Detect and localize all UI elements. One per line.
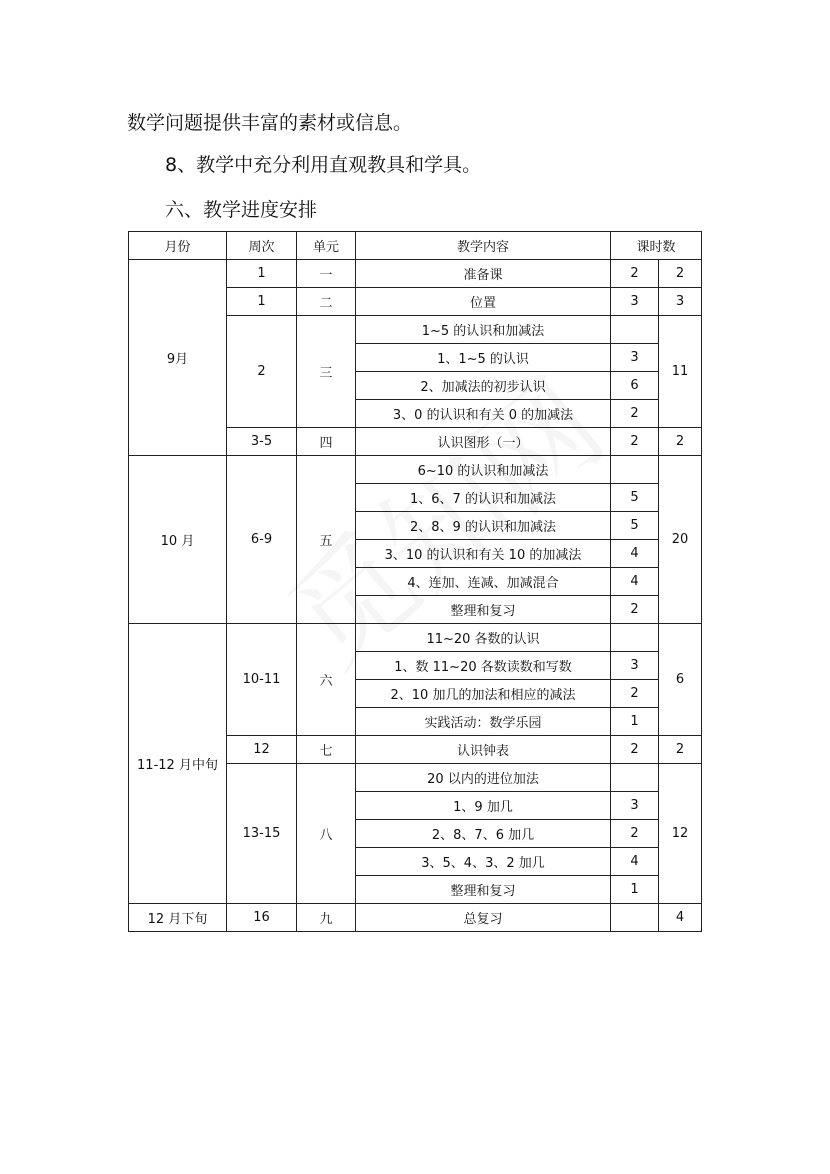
week-cell: 10-11 [227,624,297,736]
content-cell: 4、连加、连减、加减混合 [356,568,611,596]
content-cell: 20 以内的进位加法 [356,764,611,792]
content-cell: 3、0 的认识和有关 0 的加减法 [356,400,611,428]
hours-cell [611,764,659,792]
month-cell: 10 月 [129,456,227,624]
unit-cell: 四 [297,428,356,456]
month-cell: 11-12 月中旬 [129,624,227,904]
header-unit: 单元 [297,232,356,260]
hours-cell: 1 [611,708,659,736]
total-hours-cell: 20 [659,456,702,624]
unit-cell: 六 [297,624,356,736]
table-header-row [129,232,702,260]
hours-cell: 5 [611,512,659,540]
hours-cell [611,904,659,932]
week-cell: 12 [227,736,297,764]
week-cell: 2 [227,316,297,428]
content-cell: 实践活动：数学乐园 [356,708,611,736]
total-hours-cell: 11 [659,316,702,428]
hours-cell: 4 [611,848,659,876]
header-hours: 课时数 [611,232,702,260]
content-cell: 整理和复习 [356,596,611,624]
hours-cell: 4 [611,540,659,568]
total-hours-cell: 2 [659,428,702,456]
week-cell: 13-15 [227,764,297,904]
content-cell: 1、9 加几 [356,792,611,820]
hours-cell: 2 [611,680,659,708]
hours-cell: 1 [611,876,659,904]
hours-cell: 2 [611,596,659,624]
content-cell: 1、数 11~20 各数读数和写数 [356,652,611,680]
table-row [129,456,702,484]
total-hours-cell: 3 [659,288,702,316]
total-hours-cell: 2 [659,736,702,764]
unit-cell: 九 [297,904,356,932]
table-row [129,260,702,288]
unit-cell: 一 [297,260,356,288]
content-cell: 1、6、7 的认识和加减法 [356,484,611,512]
unit-cell: 二 [297,288,356,316]
hours-cell: 5 [611,484,659,512]
hours-cell: 2 [611,400,659,428]
hours-cell: 2 [611,820,659,848]
point-8: 8、教学中充分利用直观教具和学具。 [165,154,482,176]
content-cell: 准备课 [356,260,611,288]
hours-cell: 2 [611,428,659,456]
week-cell: 6-9 [227,456,297,624]
content-cell: 11~20 各数的认识 [356,624,611,652]
header-week: 周次 [227,232,297,260]
content-cell: 3、10 的认识和有关 10 的加减法 [356,540,611,568]
hours-cell: 4 [611,568,659,596]
header-month: 月份 [129,232,227,260]
hours-cell: 3 [611,792,659,820]
section-title: 六、教学进度安排 [165,199,318,221]
intro-line: 数学问题提供丰富的素材或信息。 [127,112,413,134]
total-hours-cell: 2 [659,260,702,288]
hours-cell: 3 [611,344,659,372]
unit-cell: 七 [297,736,356,764]
week-cell: 1 [227,260,297,288]
hours-cell [611,456,659,484]
content-cell: 2、8、7、6 加几 [356,820,611,848]
hours-cell [611,316,659,344]
week-cell: 3-5 [227,428,297,456]
total-hours-cell: 6 [659,624,702,736]
unit-cell: 三 [297,316,356,428]
content-cell: 2、加减法的初步认识 [356,372,611,400]
hours-cell: 3 [611,288,659,316]
content-cell: 总复习 [356,904,611,932]
content-cell: 2、8、9 的认识和加减法 [356,512,611,540]
hours-cell: 6 [611,372,659,400]
month-cell: 12 月下旬 [129,904,227,932]
hours-cell: 2 [611,260,659,288]
header-content: 教学内容 [356,232,611,260]
content-cell: 认识钟表 [356,736,611,764]
table-row [129,904,702,932]
hours-cell: 3 [611,652,659,680]
content-cell: 1~5 的认识和加减法 [356,316,611,344]
total-hours-cell: 4 [659,904,702,932]
unit-cell: 八 [297,764,356,904]
hours-cell: 2 [611,736,659,764]
unit-cell: 五 [297,456,356,624]
content-cell: 整理和复习 [356,876,611,904]
month-cell: 9月 [129,260,227,456]
week-cell: 16 [227,904,297,932]
table-row [129,624,702,652]
content-cell: 6~10 的认识和加减法 [356,456,611,484]
schedule-table [128,231,702,932]
content-cell: 3、5、4、3、2 加几 [356,848,611,876]
week-cell: 1 [227,288,297,316]
content-cell: 认识图形（一） [356,428,611,456]
content-cell: 位置 [356,288,611,316]
content-cell: 1、1~5 的认识 [356,344,611,372]
content-cell: 2、10 加几的加法和相应的减法 [356,680,611,708]
hours-cell [611,624,659,652]
total-hours-cell: 12 [659,764,702,904]
